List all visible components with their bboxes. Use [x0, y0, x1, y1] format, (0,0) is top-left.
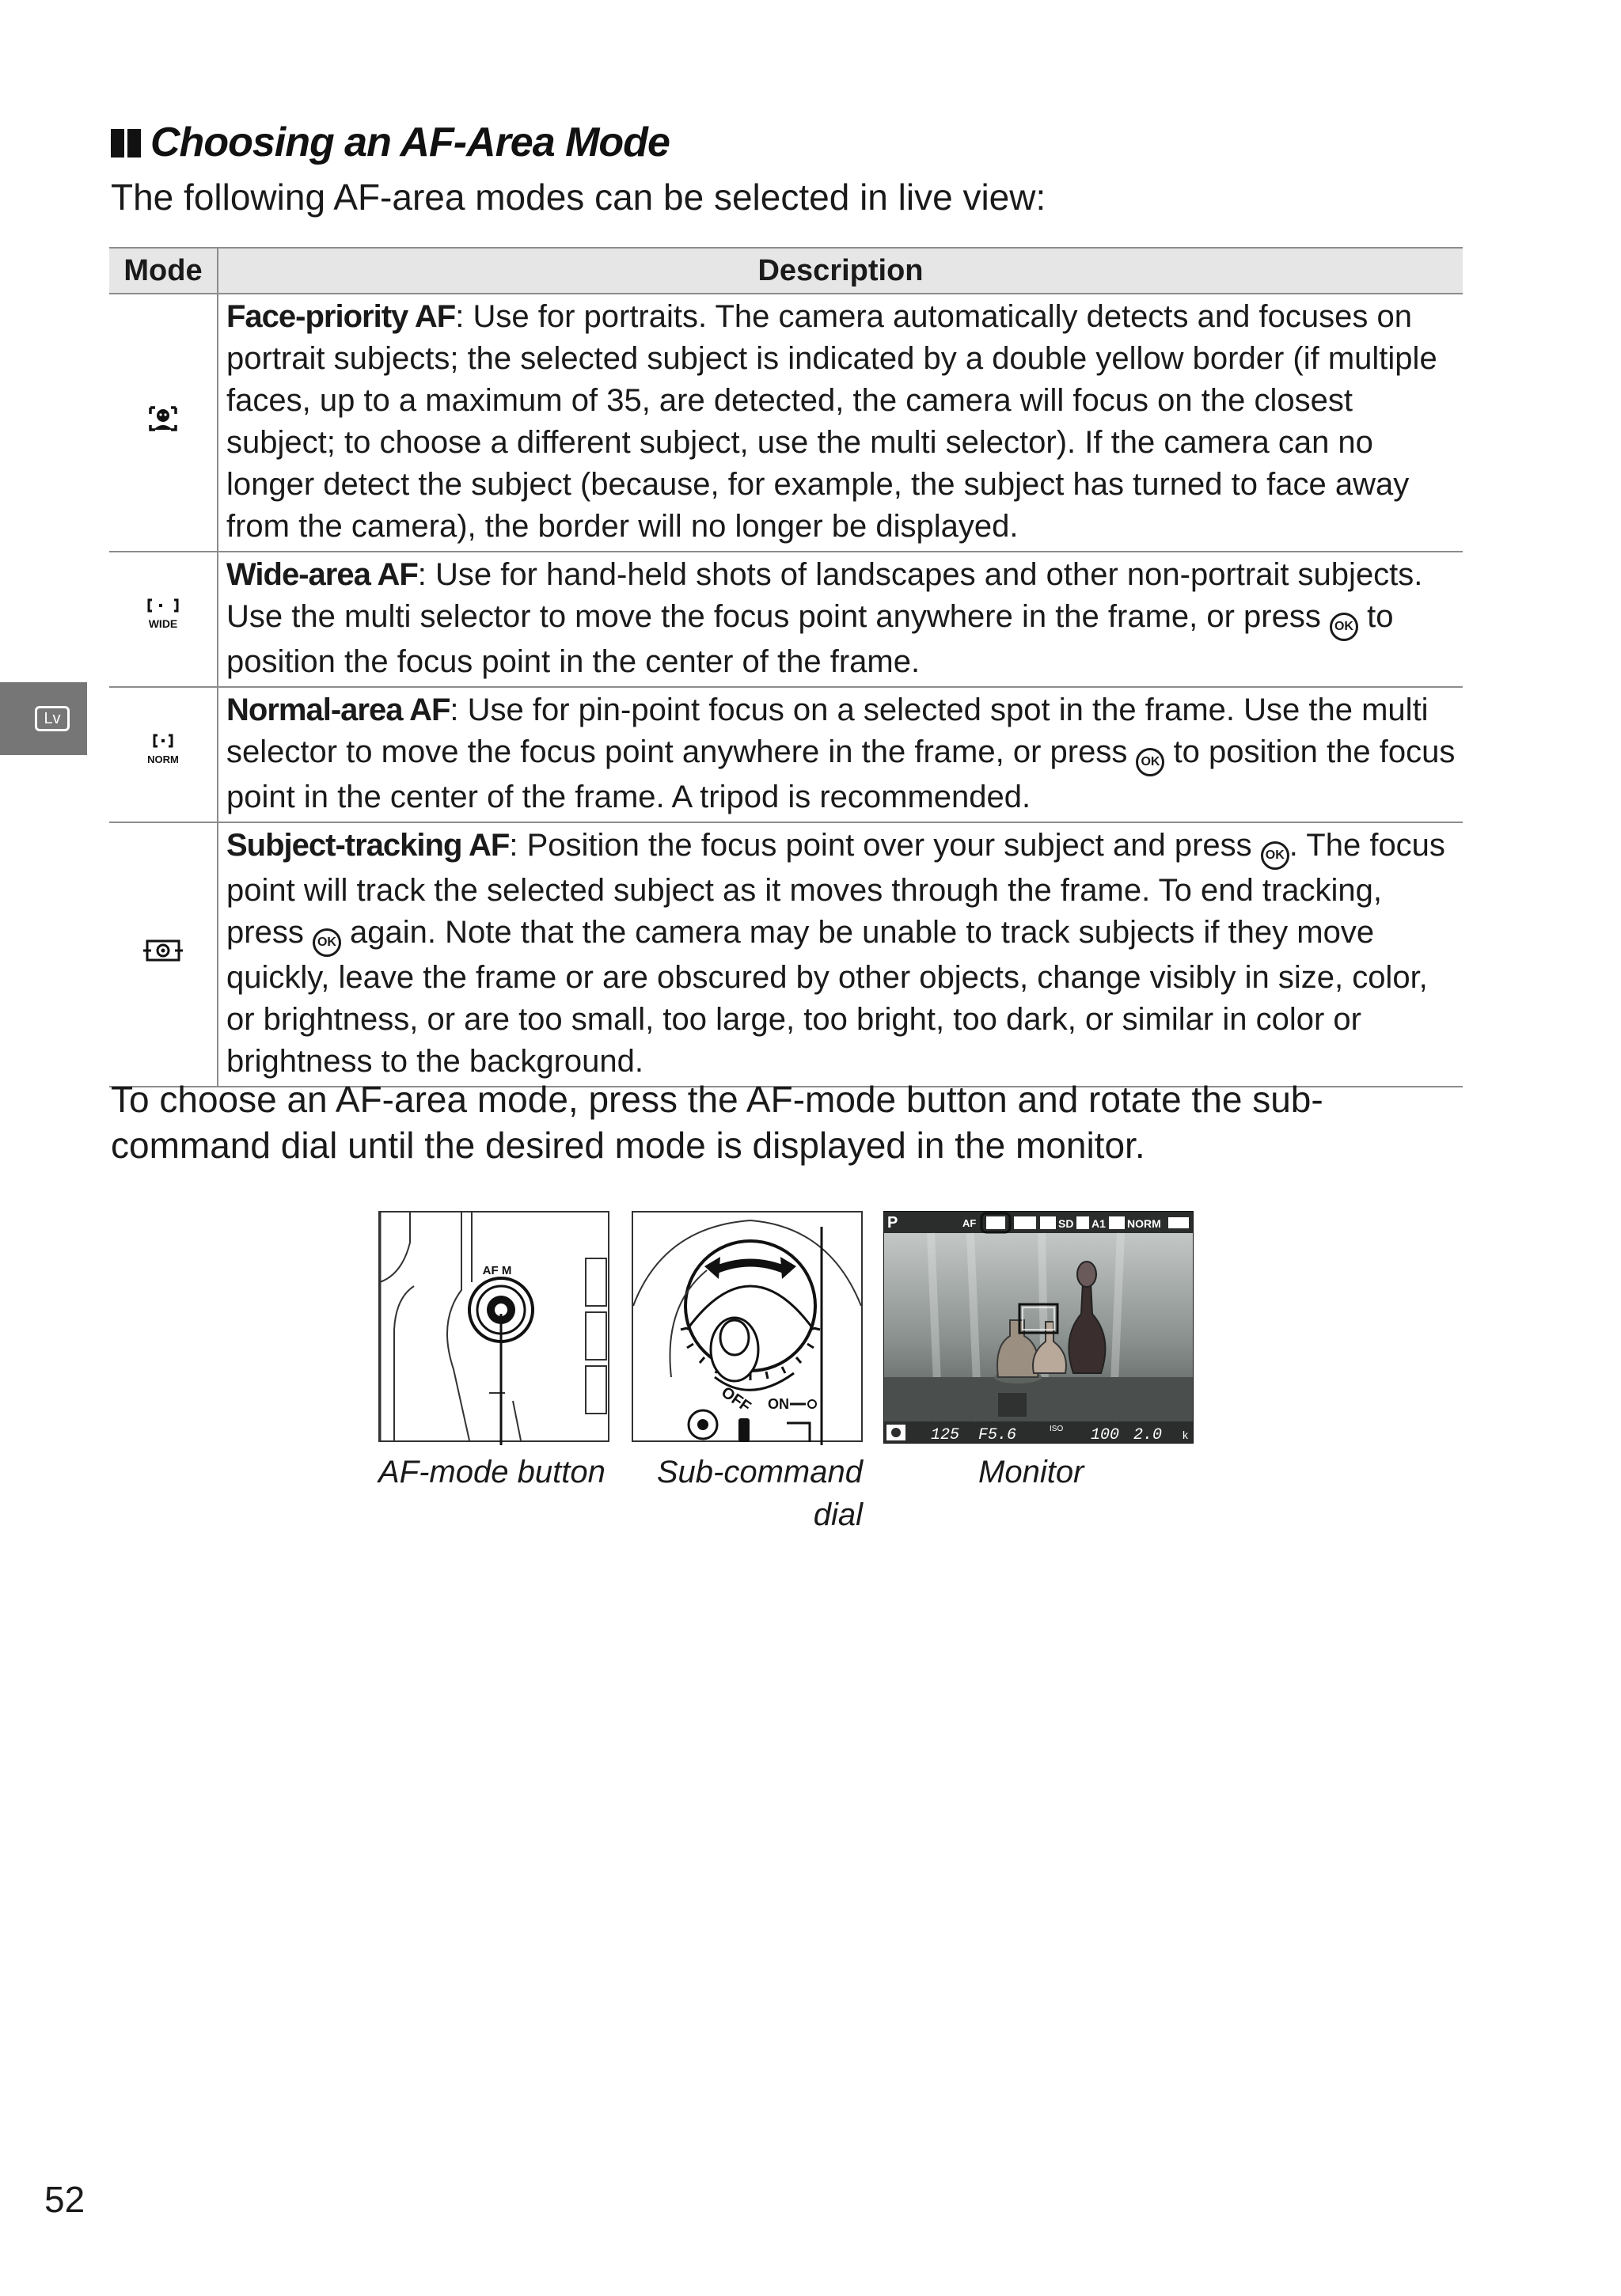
monitor-remaining: 2.0 [1133, 1426, 1163, 1444]
monitor-iso: 100 [1091, 1426, 1120, 1444]
monitor-remaining-unit: k [1183, 1429, 1188, 1441]
intro-text: The following AF-area modes can be selected in live view: [111, 176, 1046, 218]
dial-on-label: ON [768, 1396, 789, 1412]
ok-button-icon: OK [313, 928, 341, 957]
mode-description-text: again. Note that the camera may be unable to track subjects if they move quickly, leave the frame or are obscured by other objects, change visibly in size, color, or brightness, or are too small, too large, too bright, too dark, or similar in color or brightness to the background. [226, 915, 1428, 1079]
monitor-caption: Monitor [978, 1455, 1084, 1490]
section-marker-icon [111, 127, 142, 158]
mode-description-text: : Position the focus point over your subject and press [509, 828, 1261, 863]
af-mode-button-illustration [378, 1211, 609, 1445]
live-view-icon: Lv [35, 706, 70, 731]
norm-icon-label: NORM [147, 753, 179, 765]
mode-description-text: to position the focus point in the center of the frame. [226, 599, 1394, 679]
monitor-shutter: 125 [931, 1426, 960, 1444]
face-priority-icon [147, 404, 179, 433]
monitor-af-label: AF [962, 1217, 977, 1229]
sub-command-dial-caption [654, 1451, 863, 1536]
mode-column-header: Mode [109, 248, 218, 294]
caption-line: dial [813, 1497, 863, 1532]
mode-name: Face-priority AF [226, 299, 456, 334]
monitor-a1-label: A1 [1091, 1217, 1106, 1230]
mode-name: Normal-area AF [226, 693, 450, 727]
mode-description [218, 687, 1463, 822]
mode-name: Wide-area AF [226, 557, 418, 592]
ok-button-icon: OK [1261, 841, 1289, 870]
subject-tracking-icon [143, 936, 183, 965]
monitor-norm-label: NORM [1127, 1217, 1161, 1230]
instruction-text: To choose an AF-area mode, press the AF-mode button and rotate the sub-command dial until the desired mode is displayed in the monitor. [111, 1079, 1323, 1166]
table-header-row [109, 248, 1463, 294]
mode-name: Subject-tracking AF [226, 828, 510, 863]
mode-description [218, 552, 1463, 687]
section-heading [111, 119, 670, 166]
table-row [109, 552, 1463, 687]
wide-area-icon [146, 598, 180, 631]
normal-area-icon [146, 733, 180, 766]
sub-command-dial-illustration [632, 1211, 863, 1445]
ok-button-icon: OK [1330, 613, 1358, 641]
mode-icon-cell [109, 822, 218, 1087]
live-view-section-tab [0, 682, 87, 755]
monitor-iso-label: ISO [1050, 1425, 1064, 1433]
mode-description-text: : Use for hand-held shots of landscapes and other non-portrait subjects. Use the multi selector to move the focus point anywhere in the frame, or press [226, 557, 1423, 634]
monitor-sd-label: SD [1058, 1217, 1074, 1230]
description-column-header: Description [218, 248, 1463, 294]
table-row [109, 687, 1463, 822]
monitor-mode-letter: P [887, 1214, 898, 1231]
mode-description-text: : Use for pin-point focus on a selected spot in the frame. Use the multi selector to move the focus point anywhere in the frame, or press [226, 693, 1429, 769]
mode-description-text: : Use for portraits. The camera automatically detects and focuses on portrait subjects; the selected subject is indicated by a double yellow border (if multiple faces, up to a maximum of 35, are detected, the camera will focus on the closest subject; to choose a different subject, use the multi selector). If the camera can no longer detect the subject (because, for example, the subject has turned to face away from the camera), the border will no longer be displayed. [226, 299, 1437, 544]
wide-icon-label: WIDE [148, 617, 178, 630]
page-number: 52 [44, 2179, 85, 2220]
af-mode-button-caption: AF-mode button [378, 1455, 606, 1490]
monitor-aperture: F5.6 [978, 1426, 1017, 1444]
mode-description-text: . The focus point will track the selected subject as it moves through the frame. To end tracking, press [226, 828, 1445, 950]
mode-description-text: to position the focus point in the center of the frame. A tripod is recommended. [226, 734, 1456, 814]
mode-icon-cell [109, 552, 218, 687]
af-m-label: AF M [482, 1264, 512, 1277]
af-area-modes-table [109, 247, 1463, 1087]
table-row [109, 822, 1463, 1087]
heading-text: Choosing an AF-Area Mode [150, 120, 670, 165]
dial-off-label: OFF [718, 1383, 754, 1417]
mode-description [218, 822, 1463, 1087]
table-row [109, 294, 1463, 552]
monitor-illustration [883, 1211, 1194, 1444]
mode-icon-cell [109, 687, 218, 822]
caption-line: Sub-command [656, 1455, 863, 1490]
ok-button-icon: OK [1136, 748, 1164, 776]
mode-description [218, 294, 1463, 552]
mode-icon-cell [109, 294, 218, 552]
